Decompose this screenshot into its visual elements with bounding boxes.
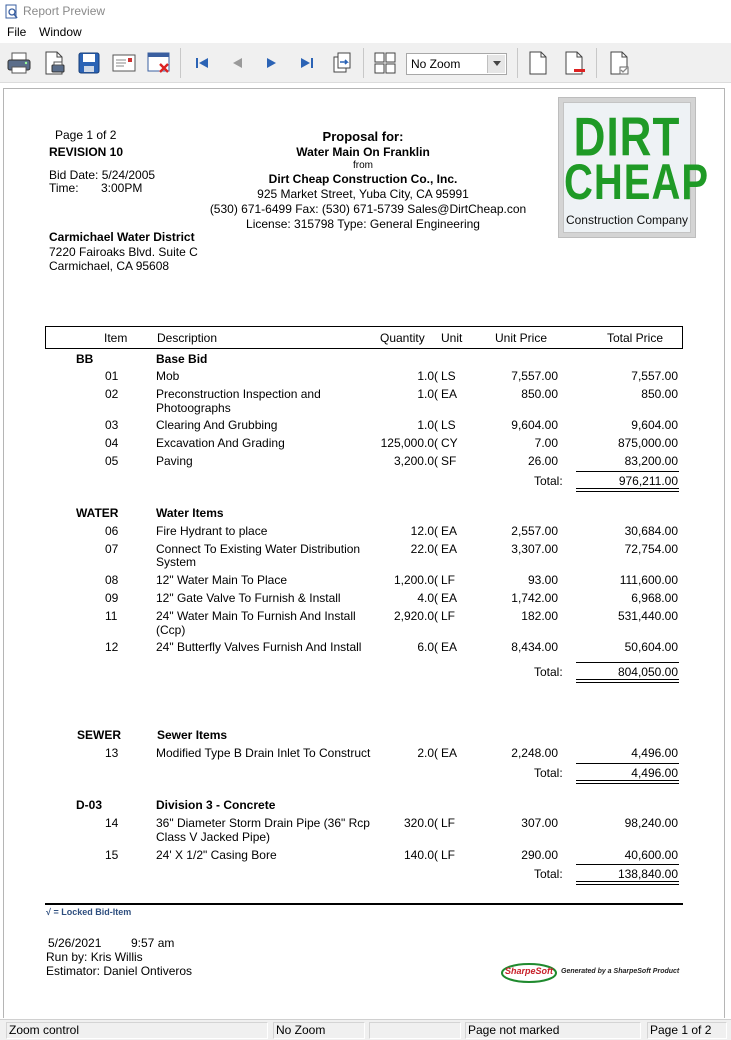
previous-page-icon[interactable] (223, 49, 251, 77)
row-description-cont: (Ccp) (156, 623, 186, 637)
row-description: Excavation And Grading (156, 436, 285, 450)
column-unit: Unit (441, 331, 463, 345)
project-name: Water Main On Franklin (296, 145, 430, 159)
row-total-price: 850.00 (641, 387, 678, 401)
close-report-icon[interactable] (145, 49, 173, 77)
status-page: Page 1 of 2 (647, 1022, 727, 1039)
client-address2: Carmichael, CA 95608 (49, 259, 170, 273)
chevron-down-icon[interactable] (487, 55, 505, 73)
row-unit: LS (441, 369, 456, 383)
section-total: 804,050.00 (617, 665, 678, 679)
row-quantity: 1.0( (417, 369, 438, 383)
row-unit: CY (441, 436, 458, 450)
row-total-price: 875,000.00 (617, 436, 678, 450)
row-total-price: 9,604.00 (631, 418, 678, 432)
menu-file[interactable]: File (7, 25, 27, 39)
column-quantity: Quantity (380, 331, 425, 345)
total-rule (576, 471, 679, 472)
window-title: Report Preview (23, 4, 106, 18)
section-code: SEWER (77, 728, 122, 742)
row-unit-price: 290.00 (521, 848, 558, 862)
total-rule (576, 864, 679, 865)
toolbar-separator (363, 48, 364, 78)
row-unit-price: 9,604.00 (511, 418, 558, 432)
row-description: 24' X 1/2" Casing Bore (156, 848, 277, 862)
total-rule (576, 763, 679, 764)
row-item: 04 (105, 436, 119, 450)
row-item: 08 (105, 573, 119, 587)
row-total-price: 98,240.00 (624, 816, 678, 830)
total-label: Total: (534, 867, 563, 881)
goto-page-icon[interactable] (328, 49, 356, 77)
row-unit-price: 7,557.00 (511, 369, 558, 383)
row-unit: EA (441, 640, 458, 654)
section-total: 138,840.00 (617, 867, 678, 881)
company-address: 925 Market Street, Yuba City, CA 95991 (257, 187, 469, 201)
first-page-icon[interactable] (188, 49, 216, 77)
total-label: Total: (534, 766, 563, 780)
row-quantity: 3,200.0( (393, 454, 438, 468)
section-name: Sewer Items (157, 728, 228, 742)
row-unit-price: 182.00 (521, 609, 558, 623)
status-zoom-control: Zoom control (6, 1022, 268, 1039)
double-rule (576, 488, 679, 492)
next-page-icon[interactable] (258, 49, 286, 77)
revision: REVISION 10 (49, 145, 124, 159)
multi-page-icon[interactable] (371, 49, 399, 77)
row-unit-price: 850.00 (521, 387, 558, 401)
row-item: 11 (105, 609, 118, 623)
row-unit: EA (441, 746, 458, 760)
status-bar (0, 1019, 731, 1040)
email-icon[interactable] (110, 49, 138, 77)
row-item: 01 (105, 369, 119, 383)
row-unit-price: 307.00 (521, 816, 558, 830)
status-zoom: No Zoom (273, 1022, 365, 1039)
total-rule (576, 662, 679, 663)
proposal-for: Proposal for: (322, 129, 404, 144)
row-item: 14 (105, 816, 119, 830)
row-item: 05 (105, 454, 119, 468)
row-description: 12" Gate Valve To Furnish & Install (156, 591, 341, 605)
page-mark-icon[interactable] (560, 49, 588, 77)
column-description: Description (157, 331, 218, 345)
logo-line1: DIRT (573, 106, 681, 168)
report-preview-app-icon (5, 4, 19, 19)
company-name: Dirt Cheap Construction Co., Inc. (268, 172, 458, 186)
toolbar-separator (517, 48, 518, 78)
save-icon[interactable] (75, 49, 103, 77)
client-address1: 7220 Fairoaks Blvd. Suite C (49, 245, 198, 259)
time-label: Time: (49, 181, 79, 195)
row-unit-price: 26.00 (527, 454, 558, 468)
row-quantity: 320.0( (403, 816, 438, 830)
logo-line3: Construction Company (565, 213, 689, 227)
row-item: 13 (105, 746, 119, 760)
row-unit-price: 8,434.00 (511, 640, 558, 654)
row-item: 06 (105, 524, 119, 538)
row-unit: LS (441, 418, 456, 432)
column-unit-price: Unit Price (495, 331, 548, 345)
row-quantity: 125,000.0( (380, 436, 438, 450)
row-item: 09 (105, 591, 119, 605)
page-check-icon[interactable] (605, 49, 633, 77)
generated-by: Generated by a SharpeSoft Product (561, 968, 680, 975)
row-quantity: 6.0( (417, 640, 438, 654)
menu-window[interactable]: Window (39, 25, 82, 39)
section-code: BB (76, 352, 94, 366)
row-total-price: 40,600.00 (624, 848, 678, 862)
double-rule (576, 881, 679, 885)
company-contact: (530) 671-6499 Fax: (530) 671-5739 Sales@DirtCheap.con (209, 202, 527, 216)
print-preview-icon[interactable] (40, 49, 68, 77)
print-icon[interactable] (5, 49, 33, 77)
row-description: Preconstruction Inspection and (156, 387, 321, 401)
time-value: 3:00PM (101, 181, 143, 195)
zoom-select[interactable] (406, 53, 507, 75)
row-unit-price: 7.00 (534, 436, 558, 450)
row-total-price: 83,200.00 (624, 454, 678, 468)
row-unit: LF (441, 816, 456, 830)
client-name: Carmichael Water District (49, 230, 195, 244)
row-description-cont: Class V Jacked Pipe) (156, 830, 271, 844)
row-quantity: 2.0( (417, 746, 438, 760)
section-name: Water Items (156, 506, 224, 520)
double-rule (576, 679, 679, 683)
row-total-price: 6,968.00 (631, 591, 678, 605)
run-date: 5/26/2021 (48, 936, 102, 950)
from-label: from (353, 160, 373, 171)
row-total-price: 111,600.00 (619, 573, 678, 587)
menu-bar (0, 23, 731, 43)
footer-rule (45, 903, 683, 905)
column-total-price: Total Price (607, 331, 664, 345)
row-unit: LF (441, 573, 456, 587)
row-description-cont: System (156, 555, 197, 569)
row-total-price: 531,440.00 (617, 609, 678, 623)
run-by: Run by: Kris Willis (46, 950, 143, 964)
table-header (45, 326, 683, 349)
row-description: 36" Diameter Storm Drain Pipe (36" Rcp (156, 816, 370, 830)
row-description: Clearing And Grubbing (156, 418, 278, 432)
row-unit: LF (441, 848, 456, 862)
row-total-price: 7,557.00 (631, 369, 678, 383)
page-icon[interactable] (524, 49, 552, 77)
row-description: Modified Type B Drain Inlet To Construct (156, 746, 371, 760)
company-license: License: 315798 Type: General Engineering (246, 217, 480, 231)
estimator: Estimator: Daniel Ontiveros (46, 964, 193, 978)
section-total: 976,211.00 (618, 474, 678, 488)
row-total-price: 72,754.00 (624, 542, 678, 556)
status-page-mark: Page not marked (465, 1022, 641, 1039)
row-description: Fire Hydrant to place (156, 524, 268, 538)
row-description: Paving (156, 454, 193, 468)
row-item: 02 (105, 387, 119, 401)
row-quantity: 22.0( (410, 542, 438, 556)
row-unit-price: 2,557.00 (511, 524, 558, 538)
row-description: 24" Water Main To Furnish And Install (156, 609, 356, 623)
toolbar (0, 43, 731, 83)
sharpesoft-logo (501, 962, 557, 984)
status-blank (369, 1022, 461, 1039)
row-item: 15 (105, 848, 119, 862)
row-quantity: 1.0( (417, 387, 438, 401)
total-label: Total: (534, 474, 563, 488)
row-unit-price: 93.00 (527, 573, 558, 587)
row-unit: SF (441, 454, 457, 468)
row-quantity: 12.0( (410, 524, 438, 538)
row-unit: EA (441, 542, 458, 556)
row-quantity: 1,200.0( (393, 573, 438, 587)
total-label: Total: (534, 665, 563, 679)
row-quantity: 140.0( (403, 848, 438, 862)
row-quantity: 2,920.0( (393, 609, 438, 623)
row-quantity: 4.0( (417, 591, 438, 605)
sharpesoft-brand: SharpeSoft (504, 966, 553, 976)
row-item: 03 (105, 418, 119, 432)
section-code: WATER (76, 506, 119, 520)
section-code: D-03 (76, 798, 103, 812)
run-time: 9:57 am (131, 936, 175, 950)
row-unit-price: 1,742.00 (511, 591, 558, 605)
column-item: Item (104, 331, 128, 345)
row-unit: EA (441, 387, 458, 401)
row-item: 12 (105, 640, 119, 654)
row-quantity: 1.0( (417, 418, 438, 432)
logo-line2: CHEAP (564, 155, 710, 211)
row-total-price: 4,496.00 (631, 746, 678, 760)
dirt-cheap-logo (558, 97, 710, 238)
locked-item-legend: √ = Locked Bid-Item (46, 907, 132, 917)
section-total: 4,496.00 (631, 766, 678, 780)
section-name: Base Bid (156, 352, 208, 366)
row-unit: EA (441, 591, 458, 605)
row-description: 12" Water Main To Place (156, 573, 287, 587)
row-unit: EA (441, 524, 458, 538)
zoom-select-value: No Zoom (411, 57, 461, 71)
row-item: 07 (105, 542, 119, 556)
last-page-icon[interactable] (293, 49, 321, 77)
row-unit: LF (441, 609, 456, 623)
row-description: Mob (156, 369, 180, 383)
toolbar-separator (180, 48, 181, 78)
toolbar-separator (596, 48, 597, 78)
section-name: Division 3 - Concrete (156, 798, 276, 812)
row-total-price: 30,684.00 (624, 524, 678, 538)
double-rule (576, 780, 679, 784)
row-description: Connect To Existing Water Distribution (156, 542, 361, 556)
bid-date: Bid Date: 5/24/2005 (49, 168, 156, 182)
row-unit-price: 2,248.00 (511, 746, 558, 760)
row-description: 24" Butterfly Valves Furnish And Install (156, 640, 362, 654)
page-info: Page 1 of 2 (55, 128, 117, 142)
title-bar (0, 0, 731, 23)
row-unit-price: 3,307.00 (511, 542, 558, 556)
row-total-price: 50,604.00 (624, 640, 678, 654)
row-description-cont: Photoographs (156, 401, 231, 415)
